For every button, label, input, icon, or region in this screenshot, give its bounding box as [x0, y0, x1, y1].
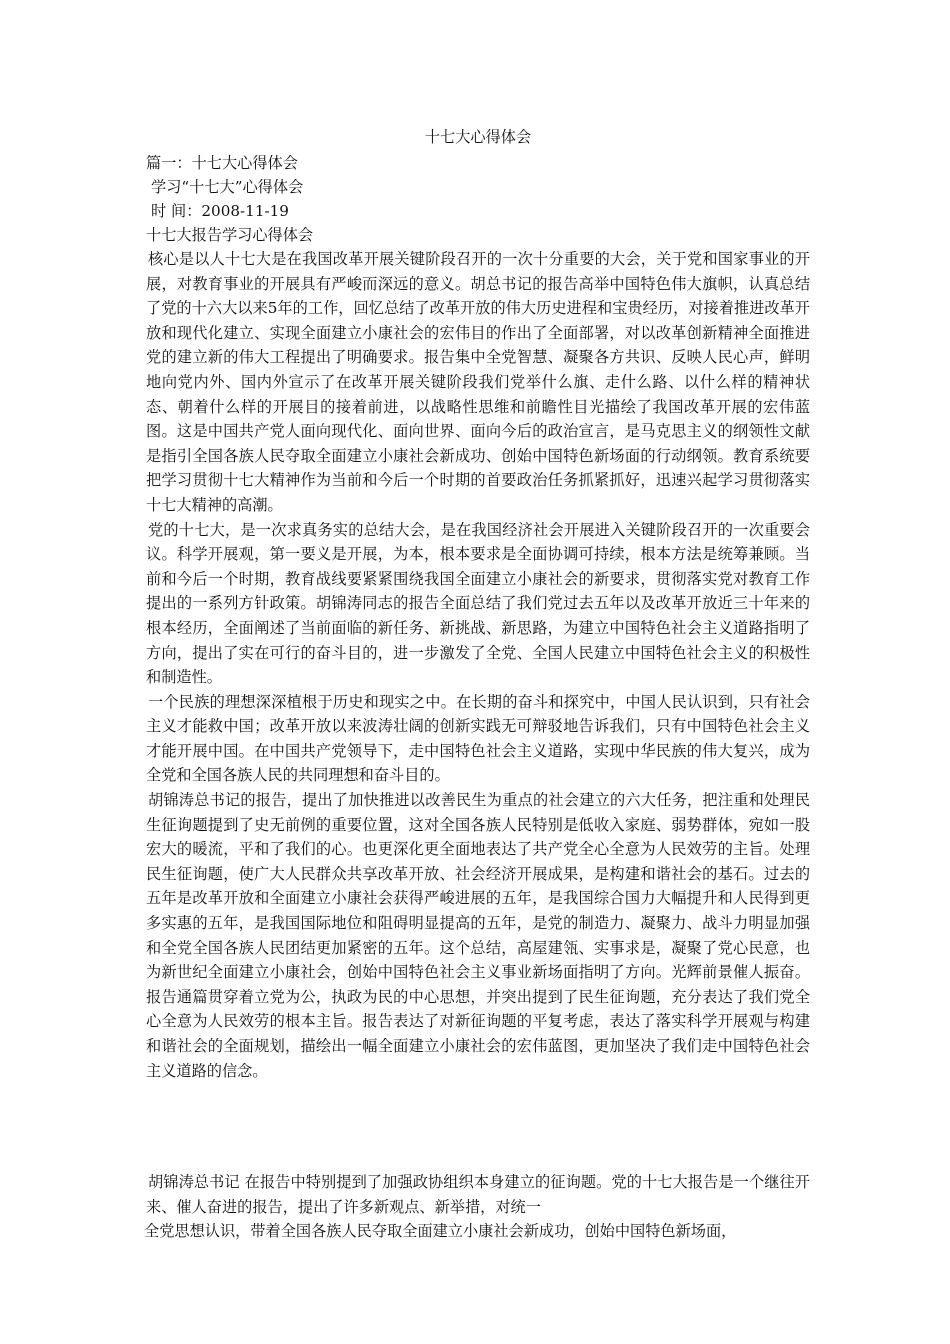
header-line-subtitle: 学习“十七大”心得体会: [151, 178, 304, 196]
closing-paragraph: [146, 1170, 810, 1244]
header-line-heading: 十七大报告学习心得体会: [146, 226, 314, 244]
header-line-date: 时 间：2008-11-19: [151, 202, 289, 220]
paragraph-3: 一个民族的理想深深植根于历史和现实之中。在长期的奋斗和探究中，中国人民认识到，只有社会主义才能救中国；改革开放以来波涛壮阔的创新实践无可辩驳地告诉我们，只有中国特色社会主义才能开展中国。在中国共产党领导下，走中国特色社会主义道路，实现中华民族的伟大复兴，成为全党和全国各族人民的共同理想和奋斗目的。: [146, 692, 810, 785]
paragraph-1: 核心是以人十七大是在我国改革开展关键阶段召开的一次十分重要的大会，关于党和国家事业的开展，对教育事业的开展具有严峻而深远的意义。胡总书记的报告高举中国特色伟大旗帜，认真总结了党的十六大以来5年的工作，回忆总结了改革开放的伟大历史进程和宝贵经历，对接着推进改革开放和现代化建立、实现全面建立小康社会的宏伟目的作出了全面部署，对以改革创新精神全面推进党的建立新的伟大工程提出了明确要求。报告集中全党智慧、凝聚各方共识、反映人民心声，鲜明地向党内外、国内外宣示了在改革开展关键阶段我们党举什么旗、走什么路、以什么样的精神状态、朝着什么样的开展目的接着前进，以战略性思维和前瞻性目光描绘了我国改革开展的宏伟蓝图。这是中国共产党人面向现代化、面向世界、面向今后的政治宣言，是马克思主义的纲领性文献是指引全国各族人民夺取全面建立小康社会新成功、创始中国特色新场面的行动纲领。教育系统要把学习贯彻十七大精神作为当前和今后一个时期的首要政治任务抓紧抓好，迅速兴起学习贯彻落实十七大精神的高潮。: [146, 250, 810, 514]
closing-line-1: 胡锦涛总书记 在报告中特别提到了加强政协组织本身建立的征询题。党的十七大报告是一个继往开来、催人奋进的报告，提出了许多新观点、新举措，对统一: [146, 1173, 810, 1216]
closing-line-2: 全党思想认识，带着全国各族人民夺取全面建立小康社会新成功，创始中国特色新场面，: [144, 1222, 737, 1241]
document-body: [146, 124, 810, 1083]
header-line-article: 篇一：十七大心得体会: [146, 154, 298, 172]
paragraph-2: 党的十七大，是一次求真务实的总结大会，是在我国经济社会开展进入关键阶段召开的一次重要会议。科学开展观，第一要义是开展，为本，根本要求是全面协调可持续，根本方法是统筹兼顾。当前和今后一个时期，教育战线要紧紧围绕我国全面建立小康社会的新要求，贯彻落实党对教育工作提出的一系列方针政策。胡锦涛同志的报告全面总结了我们党过去五年以及改革开放近三十年来的根本经历，全面阐述了当前面临的新任务、新挑战、新思路，为建立中国特色社会主义道路指明了方向，提出了实在可行的奋斗目的，进一步激发了全党、全国人民建立中国特色社会主义的积极性和制造性。: [146, 520, 810, 687]
document-title: 十七大心得体会: [424, 128, 532, 146]
paragraph-4: 胡锦涛总书记的报告，提出了加快推进以改善民生为重点的社会建立的六大任务，把注重和处理民生征询题提到了史无前例的重要位置，这对全国各族人民特别是低收入家庭、弱势群体，宛如一股宏大的暖流，平和了我们的心。也更深化更全面地表达了共产党全心全意为人民效劳的主旨。处理民生征询题，使广大人民群众共享改革开放、社会经济开展成果，是构建和谐社会的基石。过去的五年是改革开放和全面建立小康社会获得严峻进展的五年，是我国综合国力大幅提升和人民得到更多实惠的五年，是我国国际地位和阻碍明显提高的五年，是党的制造力、凝聚力、战斗力明显加强和全党全国各族人民团结更加紧密的五年。这个总结，高屋建瓴、实事求是，凝聚了党心民意，也为新世纪全面建立小康社会，创始中国特色社会主义事业新场面指明了方向。光辉前景催人振奋。报告通篇贯穿着立党为公，执政为民的中心思想，并突出提到了民生征询题，充分表达了我们党全心全意为人民效劳的根本主旨。报告表达了对新征询题的平复考虑，表达了落实科学开展观与构建和谐社会的全面规划，描绘出一幅全面建立小康社会的宏伟蓝图，更加坚决了我们走中国特色社会主义道路的信念。: [146, 791, 810, 1080]
